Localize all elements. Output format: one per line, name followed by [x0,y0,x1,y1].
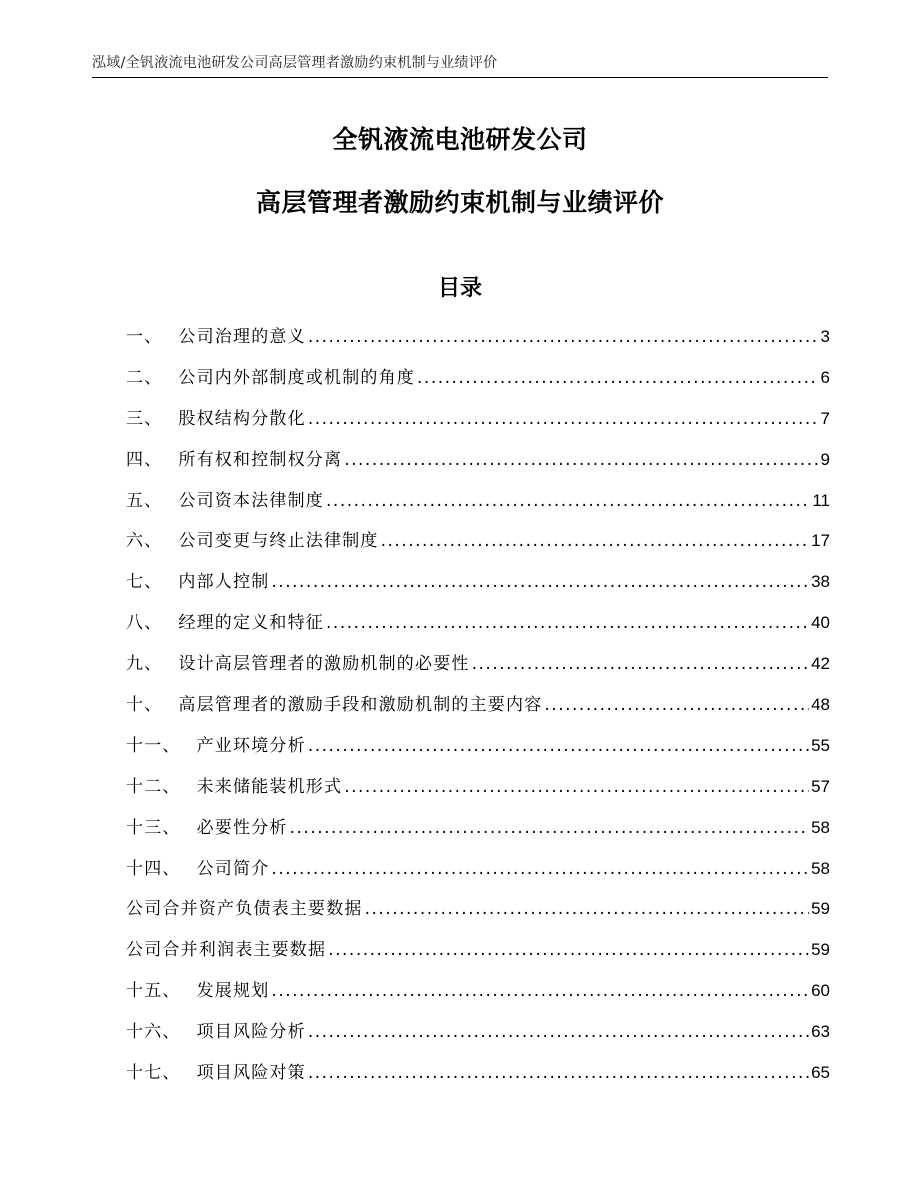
toc-dot-leader [381,526,809,556]
toc-entry-number: 十七、 [126,1063,181,1084]
toc-entry-page: 6 [820,367,830,387]
toc-entry[interactable] [126,404,830,445]
toc-dot-leader [308,322,819,352]
toc-entry[interactable] [126,976,830,1017]
toc-entry[interactable] [126,649,830,690]
toc-entry[interactable] [126,731,830,772]
toc-entry[interactable] [126,486,830,527]
toc-dot-leader [308,731,809,761]
toc-entry-number: 十六、 [126,1022,181,1043]
toc-entry-page: 58 [811,817,830,837]
toc-entry-number: 六、 [126,531,163,552]
toc-entry-title: 公司简介 [196,858,270,879]
toc-entry-title: 项目风险分析 [196,1022,306,1043]
toc-dot-leader [472,649,809,679]
toc-entry[interactable] [126,322,830,363]
toc-entry-page: 11 [812,490,830,510]
toc-entry-title: 设计高层管理者的激励机制的必要性 [178,654,470,675]
toc-entry[interactable] [126,567,830,608]
document-title-line-2: 高层管理者激励约束机制与业绩评价 [255,188,664,217]
toc-entry[interactable] [126,1058,830,1099]
toc-entry-number: 四、 [126,449,163,470]
toc-entry[interactable] [126,1017,830,1058]
toc-dot-leader [365,894,809,924]
toc-entry-title: 股权结构分散化 [178,408,306,429]
toc-entry-page: 55 [811,735,830,755]
toc-entry[interactable] [126,854,830,895]
toc-entry-title: 公司合并利润表主要数据 [126,940,327,961]
toc-entry-page: 57 [811,776,830,796]
toc-entry-title: 内部人控制 [178,572,270,593]
toc-entry[interactable] [126,526,830,567]
toc-entry-number: 十二、 [126,776,181,797]
toc-entry-page: 48 [811,695,830,715]
toc-entry-page: 38 [811,572,830,592]
toc-dot-leader [308,1058,809,1088]
toc-dot-leader [544,690,809,720]
toc-entry-page: 40 [811,613,830,633]
toc-entry[interactable] [126,813,830,854]
toc-dot-leader [308,404,819,434]
toc-dot-leader [344,772,809,802]
toc-entry-page: 9 [820,449,830,469]
toc-entry-page: 42 [811,654,830,674]
toc-dot-leader [271,976,809,1006]
toc-entry[interactable] [126,935,830,976]
toc-entry-number: 五、 [126,490,163,511]
toc-entry-title: 经理的定义和特征 [178,613,325,634]
toc-dot-leader [326,608,809,638]
table-of-contents [126,322,830,1099]
toc-entry-number: 二、 [126,367,163,388]
toc-entry[interactable] [126,363,830,404]
toc-entry-number: 十三、 [126,817,181,838]
toc-entry[interactable] [126,772,830,813]
toc-entry-page: 59 [811,940,830,960]
toc-entry-page: 60 [811,981,830,1001]
toc-entry-number: 八、 [126,613,163,634]
toc-entry-title: 高层管理者的激励手段和激励机制的主要内容 [178,695,543,716]
toc-entry-page: 63 [811,1022,830,1042]
toc-entry[interactable] [126,894,830,935]
toc-entry-title: 未来储能装机形式 [196,776,343,797]
toc-entry-title: 项目风险对策 [196,1063,306,1084]
toc-entry-number: 十一、 [126,735,181,756]
toc-dot-leader [308,1017,809,1047]
toc-entry-number: 七、 [126,572,163,593]
toc-dot-leader [290,813,809,843]
toc-entry-number: 三、 [126,408,163,429]
toc-entry-number: 一、 [126,327,163,347]
toc-entry-page: 3 [820,327,830,346]
toc-entry-title: 公司资本法律制度 [178,490,325,511]
toc-entry-number: 十五、 [126,981,181,1002]
toc-entry-number: 十四、 [126,858,181,879]
toc-entry-number: 九、 [126,654,163,675]
toc-entry-page: 7 [820,408,830,428]
toc-entry[interactable] [126,690,830,731]
toc-dot-leader [328,935,809,965]
toc-entry-title: 产业环境分析 [196,735,306,756]
document-title-line-1: 全钒液流电池研发公司 [332,125,588,154]
toc-dot-leader [271,567,809,597]
header-divider [92,77,828,78]
toc-entry[interactable] [126,608,830,649]
toc-entry-title: 公司内外部制度或机制的角度 [178,367,416,388]
toc-heading: 目录 [437,276,482,301]
toc-entry-page: 58 [811,858,830,878]
toc-entry-number: 十、 [126,695,163,716]
toc-dot-leader [271,854,809,884]
toc-entry-title: 公司变更与终止法律制度 [178,531,379,552]
toc-dot-leader [417,363,819,393]
toc-entry-title: 所有权和控制权分离 [178,449,343,470]
toc-entry-page: 59 [811,899,830,919]
toc-entry[interactable] [126,445,830,486]
running-header: 泓域/全钒液流电池研发公司高层管理者激励约束机制与业绩评价 [92,55,498,71]
toc-dot-leader [344,445,818,475]
toc-entry-page: 17 [811,531,830,551]
toc-dot-leader [326,486,810,516]
toc-entry-title: 必要性分析 [196,817,288,838]
toc-entry-title: 公司合并资产负债表主要数据 [126,899,363,920]
toc-entry-page: 65 [811,1063,830,1083]
toc-entry-title: 公司治理的意义 [178,327,306,347]
toc-entry-title: 发展规划 [196,981,270,1002]
